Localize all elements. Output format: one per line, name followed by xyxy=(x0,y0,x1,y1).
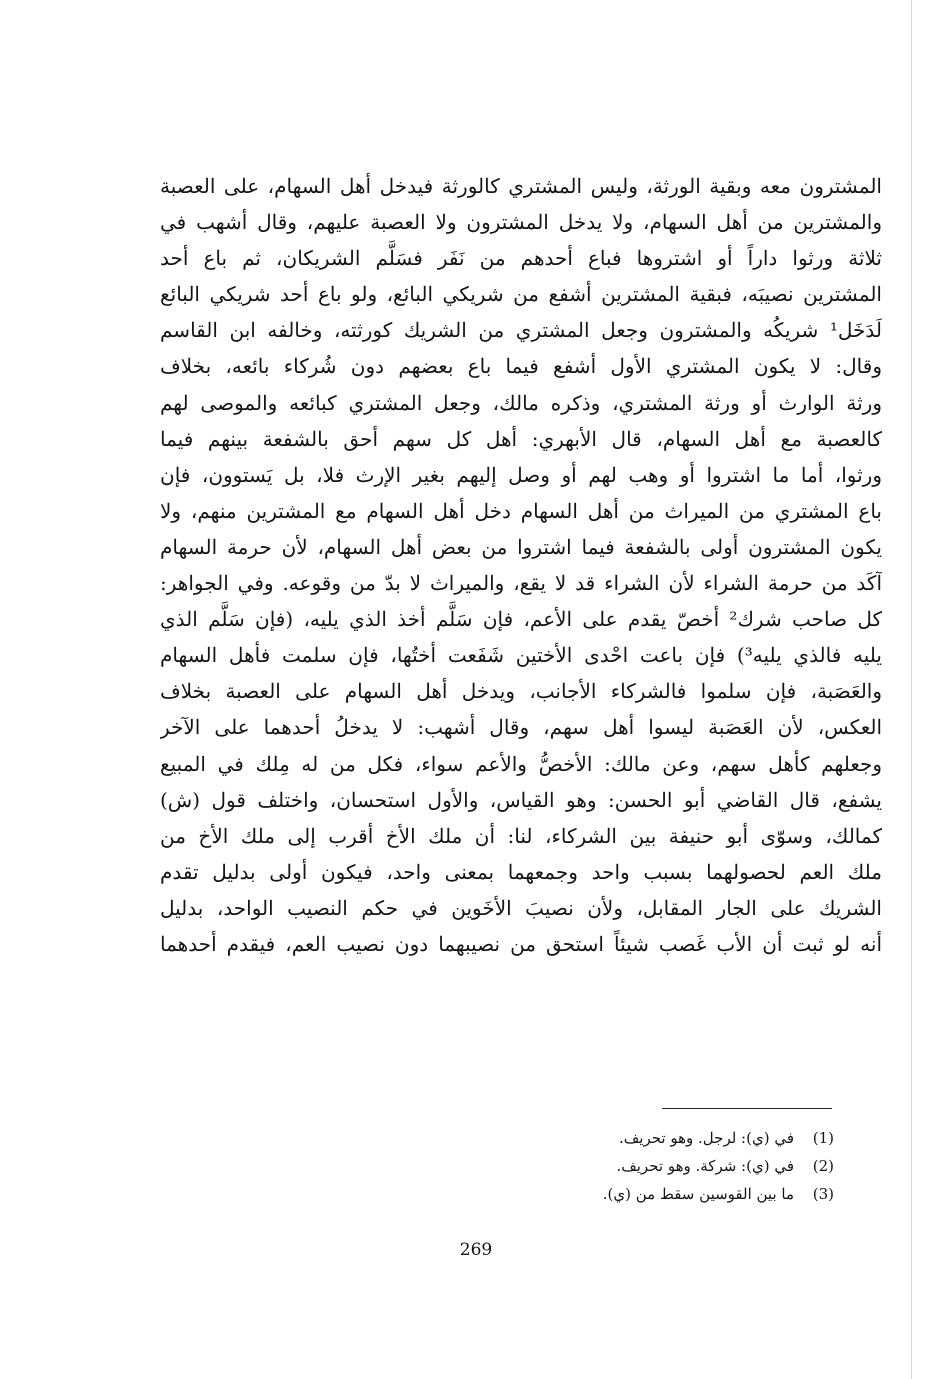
footnote-item xyxy=(434,1124,834,1152)
main-text xyxy=(160,168,882,962)
text-line: ورثوا، أما ما اشتروا أو وهب لهم أو وصل إليهم بغير الإرث فلا، بل يَستوون، فإن xyxy=(160,462,882,487)
text-line: ورثة الوارث أو ورثة المشتري، وذكره مالك، وجعل المشتري كبائعه والموصى لهم xyxy=(160,390,882,415)
footnote-number: (3) xyxy=(812,1185,834,1203)
text-line: ملك العم لحصولهما بسبب واحد وجمعهما بمعنى واحد، فيكون أولى بدليل تقدم xyxy=(160,859,882,884)
text-line: يكون المشترون أولى بالشفعة فيما اشتروا من بعض أهل السهام، لأن حرمة السهام xyxy=(160,534,882,559)
footnote-item xyxy=(434,1152,834,1180)
footnote-separator xyxy=(662,1108,832,1109)
text-line: أنه لو ثبت أن الأب غَصب شيئاً استحق من نصيبهما دون نصيب العم، فيقدم أحدهما xyxy=(160,931,882,956)
text-line: آكَد من حرمة الشراء لأن الشراء قد لا يقع، والميراث لا بدّ من وقوعه. وفي الجواهر: xyxy=(160,571,882,596)
text-line: كالعصبة مع أهل السهام، قال الأبهري: أهل كل سهم أحق بالشفعة بينهم فيما xyxy=(160,426,882,451)
footnotes xyxy=(434,1124,834,1208)
text-line: الشريك على الجار المقابل، ولأن نصيبَ الأخَوين في حكم النصيب الواحد، بدليل xyxy=(160,895,882,920)
text-line: والعَصَبة، فإن سلموا فالشركاء الأجانب، ويدخل أهل السهام على العصبة بخلاف xyxy=(160,679,882,704)
text-line: المشترون معه وبقية الورثة، وليس المشتري كالورثة فيدخل أهل السهام، على العصبة xyxy=(160,174,882,198)
text-line: يليه فالذي يليه³) فإن باعت احْدى الأختين شَفَعت أختُها، فإن سلمت فأهل السهام xyxy=(160,643,882,668)
footnote-number: (1) xyxy=(812,1129,834,1147)
text-line: ثلاثة ورثوا داراً أو اشتروها فباع أحدهم من نَفَر فسَلَّم الشريكان، ثم باع أحد xyxy=(160,246,882,271)
footnote-item xyxy=(434,1180,834,1208)
text-line: العكس، لأن العَصَبة ليسوا أهل سهم، وقال أشهب: لا يدخلُ أحدهما على الآخر xyxy=(160,715,882,740)
text-line: لَدَخَل¹ شريكُه والمشترون وجعل المشتري من الشريك كورثته، وخالفه ابن القاسم xyxy=(160,318,882,343)
footnote-number: (2) xyxy=(812,1157,834,1175)
text-line: المشترين نصيبَه، فبقية المشترين أشفع من شريكي البائع، ولو باع أحد شريكي البائع xyxy=(160,282,882,307)
text-line: والمشترين من أهل السهام، ولا يدخل المشترون ولا العصبة عليهم، وقال أشهب في xyxy=(160,210,882,235)
footnote-text: في (ي): شركة. وهو تحريف. xyxy=(616,1157,794,1175)
text-line: يشفع، قال القاضي أبو الحسن: وهو القياس، والأول استحسان، واختلف قول (ش) xyxy=(160,787,882,812)
text-line: وقال: لا يكون المشتري الأول أشفع فيما باع بعضهم دون شُركاء بائعه، بخلاف xyxy=(160,354,882,379)
scan-edge-line xyxy=(911,0,912,1379)
text-line: وجعلهم كأهل سهم، وعن مالك: الأخصُّ والأعم سواء، فكل من له مِلك في المبيع xyxy=(160,751,882,776)
text-line: باع المشتري من الميراث من أهل السهام دخل أهل السهام مع المشترين منهم، ولا xyxy=(160,498,882,523)
page-number: 269 xyxy=(459,1240,493,1260)
footnote-text: في (ي): لرجل. وهو تحريف. xyxy=(619,1129,794,1147)
footnote-text: ما بين القوسين سقط من (ي). xyxy=(602,1185,794,1203)
text-line: كمالك، وسوّى أبو حنيفة بين الشركاء، لنا: أن ملك الأخ أقرب إلى ملك الأخ من xyxy=(160,823,882,848)
text-line: كل صاحب شرك² أخصّ يقدم على الأعم، فإن سَلَّم أخذ الذي يليه، (فإن سَلَّم الذي xyxy=(160,607,882,632)
